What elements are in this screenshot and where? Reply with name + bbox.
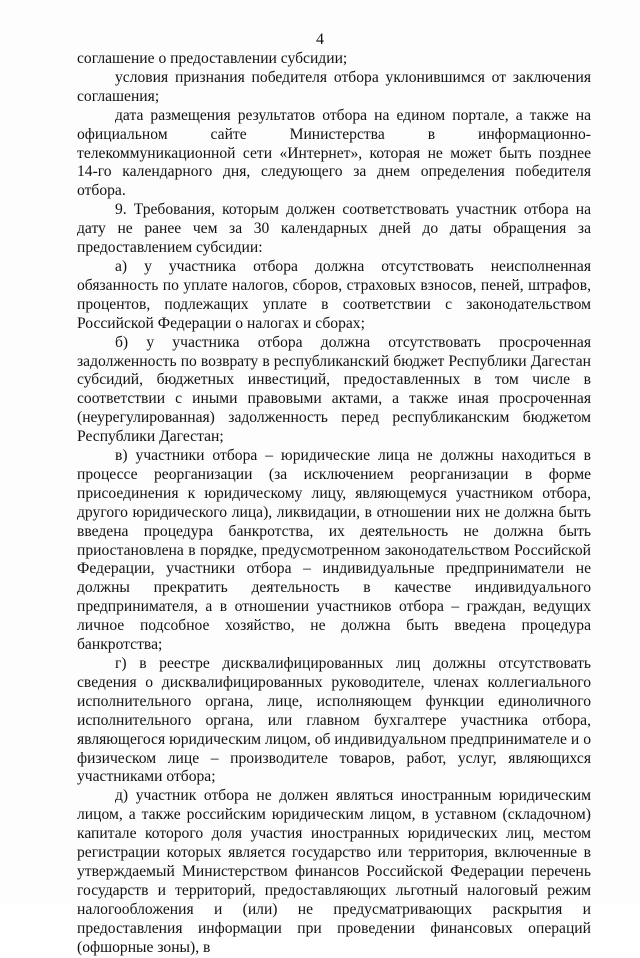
page-number: 4	[316, 31, 324, 48]
paragraph-results-publication: дата размещения результатов отбора на едином портале, а также на официальном сайте Министерства в информационно-телекоммуникационной сети «Интернет», которая не может быть позднее 14-го календарного дня, следующего за днем определения победителя отбора.	[77, 106, 591, 200]
paragraph-item-g: г) в реестре дисквалифицированных лиц должны отсутствовать сведения о дисквалифицированных руководителе, членах коллегиального исполнительного органа, лице, исполняющем функции единоличного исполнительного органа, или главном бухгалтере участника отбора, являющегося юридическим лицом, об индивидуальном предпринимателе и о физическом лице – производителе товаров, работ, услуг, являющихся участниками отбора;	[77, 655, 591, 786]
document-body	[77, 50, 591, 958]
paragraph-evasion-conditions: условия признания победителя отбора уклонившимся от заключения соглашения;	[77, 68, 591, 105]
paragraph-item-b: б) у участника отбора должна отсутствовать просроченная задолженность по возврату в республиканский бюджет Республики Дагестан субсидий, бюджетных инвестиций, предоставленных в том числе в соответствии с иными правовыми актами, а также иная просроченная (неурегулированная) задолженность перед республиканским бюджетом Республики Дагестан;	[77, 333, 591, 446]
paragraph-item-d: д) участник отбора не должен являться иностранным юридическим лицом, а также российским юридическим лицом, в уставном (складочном) капитале которого доля участия иностранных юридических лиц, местом регистрации которых является государство или территория, включенные в утверждаемый Министерством финансов Российской Федерации перечень государств и территорий, предоставляющих льготный налоговый режим налогообложения и (или) не предусматривающих раскрытия и предоставления информации при проведении финансовых операций (офшорные зоны), в	[77, 787, 591, 956]
paragraph-item-a: а) у участника отбора должна отсутствовать неисполненная обязанность по уплате налогов, сборов, страховых взносов, пеней, штрафов, процентов, подлежащих уплате в соответствии с законодательством Российской Федерации о налогах и сборах;	[77, 257, 591, 332]
paragraph-section-9: 9. Требования, которым должен соответствовать участник отбора на дату не ранее чем за 30 календарных дней до даты обращения за предоставлением субсидии:	[77, 201, 591, 257]
paragraph-item-v: в) участники отбора – юридические лица не должны находиться в процессе реорганизации (за исключением реорганизации в форме присоединения к юридическому лицу, являющемуся участником отбора, другого юридического лица), ликвидации, в отношении них не должна быть введена процедура банкротства, их деятельность не должна быть приостановлена в порядке, предусмотренном законодательством Российской Федерации, участники отбора – индивидуальные предприниматели не должны прекратить деятельность в качестве индивидуального предпринимателя, а в отношении участников отбора – граждан, ведущих личное подсобное хозяйство, не должна быть введена процедура банкротства;	[77, 447, 591, 654]
paragraph-agreement: соглашение о предоставлении субсидии;	[77, 50, 348, 67]
